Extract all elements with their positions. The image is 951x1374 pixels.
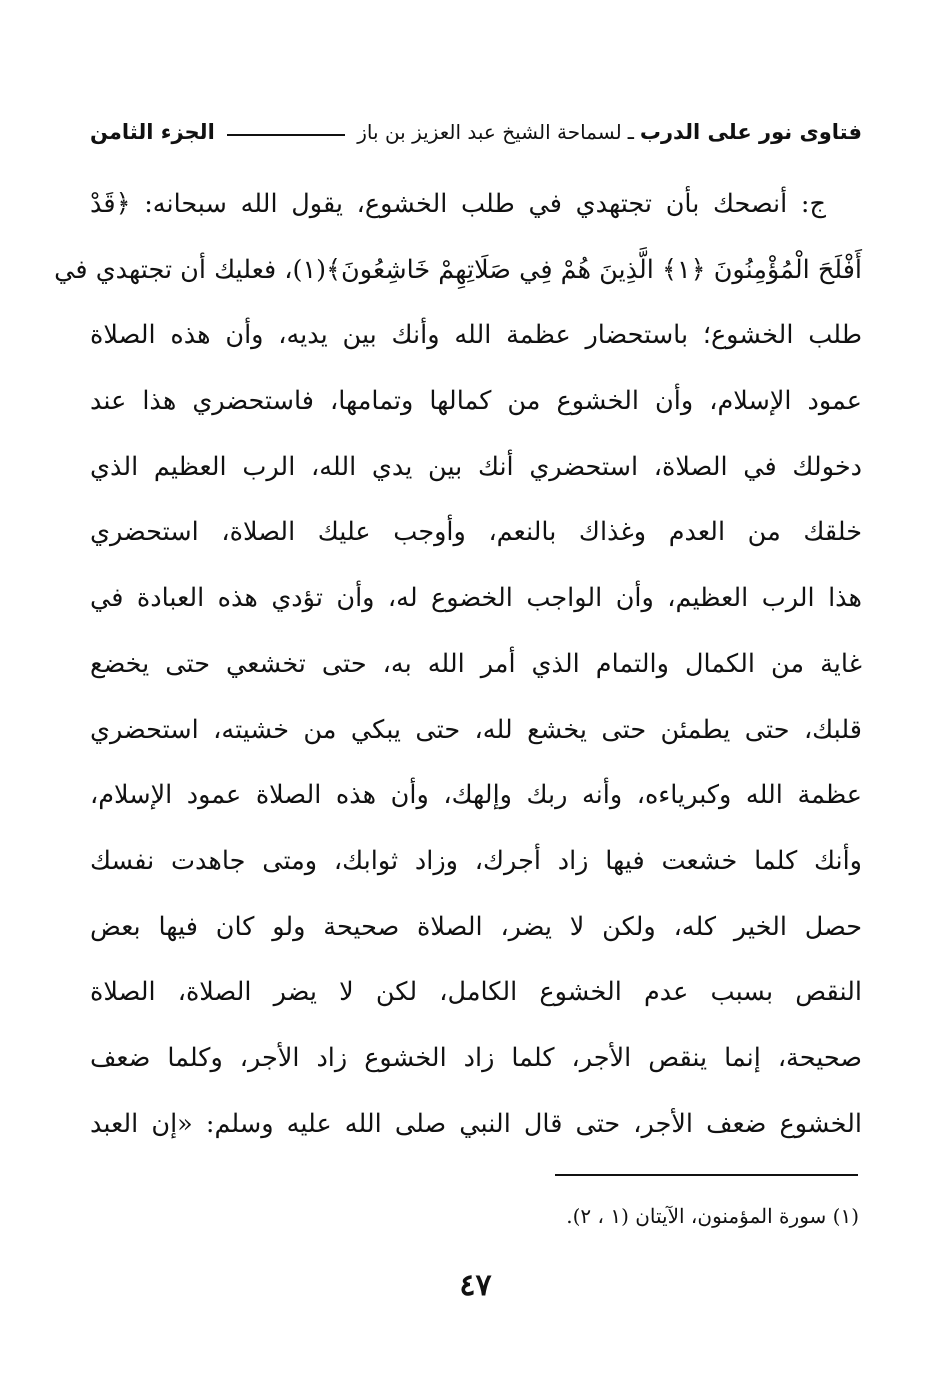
page-number: ٤٧ (459, 1268, 492, 1303)
text-line: دخولك في الصلاة، استحضري أنك بين يدي الله، الرب العظيم الذي (90, 451, 862, 482)
author-name: لسماحة الشيخ عبد العزيز بن باز (357, 120, 622, 144)
text-line: ج: أنصحك بأن تجتهدي في طلب الخشوع، يقول الله سبحانه: ﴿قَدْ (90, 189, 826, 219)
text-line: هذا الرب العظيم، وأن الواجب الخضوع له، وأن تؤدي هذه العبادة في (90, 583, 862, 614)
text-line: قلبك، حتى يطمئن حتى يخشع لله، حتى يبكي من خشيته، استحضري (90, 714, 862, 745)
part-label: الجزء الثامن (90, 120, 215, 144)
footnote-separator (555, 1174, 858, 1176)
text-line: حصل الخير كله، ولكن لا يضر، الصلاة صحيحة ولو كان فيها بعض (90, 911, 862, 942)
header-rule (227, 134, 345, 136)
text-line: عظمة الله وكبرياءه، وأنه ربك وإلهك، وأن هذه الصلاة عمود الإسلام، (90, 780, 862, 811)
text-line: أَفْلَحَ الْمُؤْمِنُونَ ﴿١﴾ الَّذِينَ هُمْ فِي صَلَاتِهِمْ خَاشِعُونَ﴾(١)، فعليك أن تجتهدي في (54, 254, 862, 285)
body-text (54, 172, 862, 1157)
text-line: غاية من الكمال والتمام الذي أمر الله به، حتى تخشعي حتى يخضع (90, 648, 862, 679)
text-line: خلقك من العدم وغذاك بالنعم، وأوجب عليك الصلاة، استحضري (90, 517, 862, 548)
text-line: النقص بسبب عدم الخشوع الكامل، لكن لا يضر الصلاة، الصلاة (90, 977, 862, 1008)
running-header (90, 112, 862, 152)
header-title-group (357, 120, 862, 144)
text-line: وأنك كلما خشعت فيها زاد أجرك، وزاد ثوابك، ومتى جاهدت نفسك (90, 845, 862, 876)
text-line: الخشوع ضعف الأجر، حتى قال النبي صلى الله عليه وسلم: «إن العبد (90, 1108, 862, 1139)
footnote: (١) سورة المؤمنون، الآيتان (١ ، ٢). (566, 1204, 859, 1228)
text-line: صحيحة، إنما ينقص الأجر، كلما زاد الخشوع زاد الأجر، وكلما ضعف (90, 1042, 862, 1073)
book-title: فتاوى نور على الدرب (639, 120, 862, 144)
text-line: طلب الخشوع؛ باستحضار عظمة الله وأنك بين يديه، وأن هذه الصلاة (90, 320, 862, 351)
header-dash: ـ (627, 120, 634, 144)
text-line: عمود الإسلام، وأن الخشوع من كمالها وتمامها، فاستحضري هذا عند (90, 386, 862, 417)
